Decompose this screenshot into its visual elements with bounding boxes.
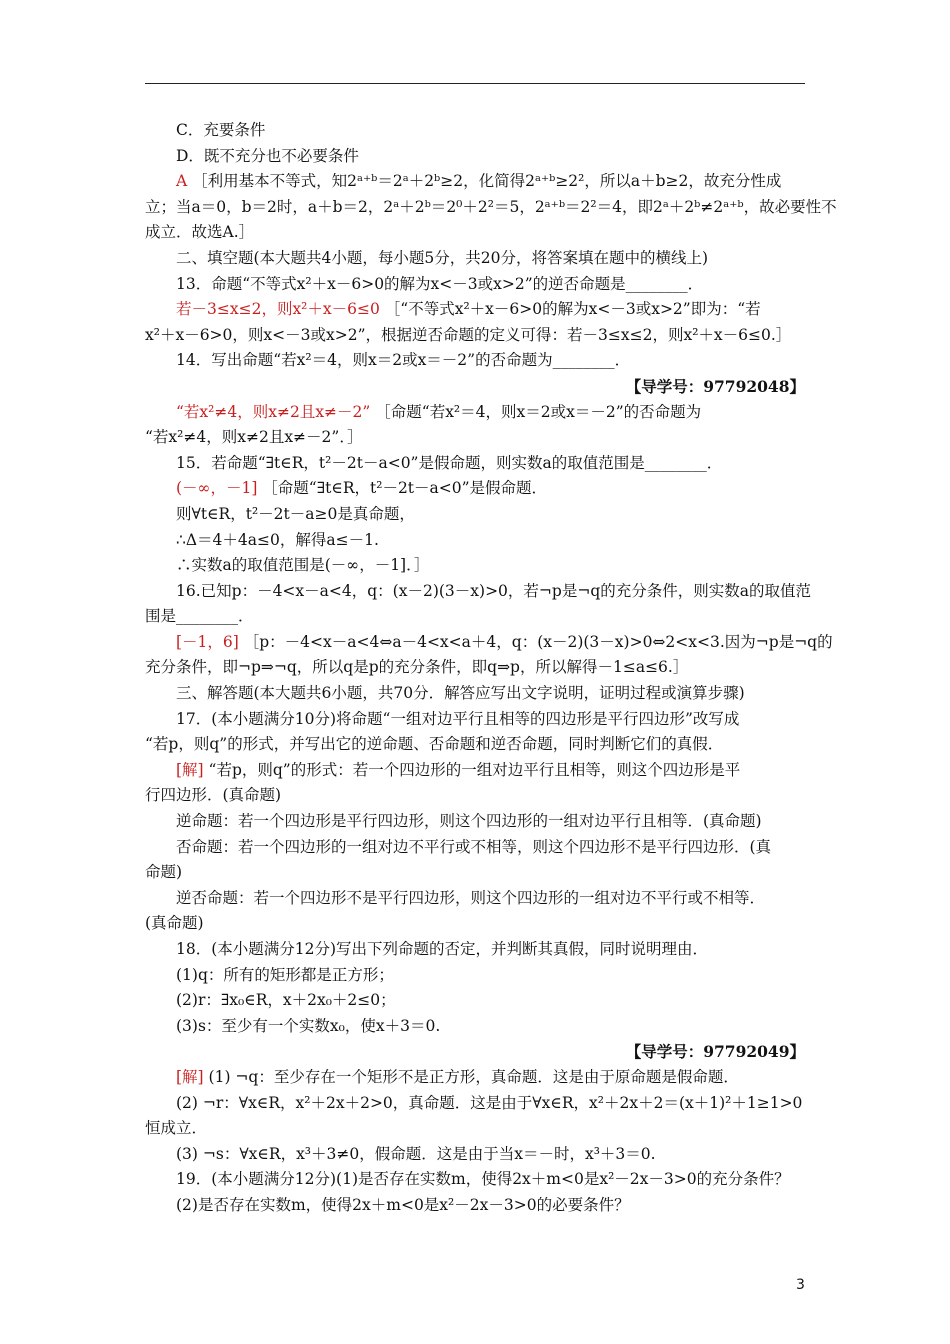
text-line (145, 553, 807, 579)
line-text: 17．(本小题满分10分)将命题“一组对边平行且相等的四边形是平行四边形”改写成 (176, 709, 740, 728)
text-line-continuation (145, 1116, 807, 1142)
guide-number (145, 1039, 807, 1065)
line-text: 逆否命题：若一个四边形不是平行四边形，则这个四边形的一组对边不平行或不相等． (176, 888, 766, 907)
text-line-continuation (145, 783, 807, 809)
answer-line (145, 758, 807, 784)
text-line-continuation (145, 195, 837, 221)
answer-line (145, 297, 807, 323)
line-text: ［命题“∃t∈R，t²－2t－a<0”是假命题． (257, 479, 548, 498)
line-text: 行四边形．(真命题) (145, 786, 282, 805)
text-line (145, 707, 807, 733)
line-text: (3) ¬s：∀x∈R，x³＋3≠0，假命题．这是由于当x＝－时，x³＋3＝0. (176, 1144, 656, 1163)
text-line (145, 1167, 807, 1193)
answer-line (145, 1065, 807, 1091)
line-text: “若p，则q”的形式：若一个四边形的一组对边平行且相等，则这个四边形是平 (203, 760, 741, 779)
answer-line (145, 169, 807, 195)
line-text: (2)r：∃x₀∈R，x＋2x₀＋2≤0； (176, 991, 396, 1010)
line-text: x²＋x－6>0，则x<－3或x>2”，根据逆否命题的定义可得：若－3≤x≤2，则x²＋x－6≤0.］ (145, 325, 792, 344)
line-text: 14．写出命题“若x²＝4，则x＝2或x＝－2”的否命题为________． (176, 351, 631, 370)
answer-line (145, 476, 807, 502)
line-text: ［利用基本不等式，知2ᵃ⁺ᵇ＝2ᵃ＋2ᵇ≥2，化简得2ᵃ⁺ᵇ≥2²，所以a＋b≥2，故充分性成 (187, 172, 782, 191)
guide-number (145, 374, 807, 400)
answer-line (145, 400, 807, 426)
line-text: ∴实数a的取值范围是(－∞，－1]．］ (176, 556, 430, 575)
text-line (145, 809, 807, 835)
answer-label: (－∞，－1] (176, 479, 258, 498)
answer-label: “若x²≠4，则x≠2且x≠－2” (176, 402, 371, 421)
line-text: (1)q：所有的矩形都是正方形； (176, 965, 394, 984)
line-text: 否命题：若一个四边形的一组对边不平行或不相等，则这个四边形不是平行四边形．(真 (176, 837, 772, 856)
line-text: (真命题) (145, 914, 204, 933)
text-line (145, 579, 811, 605)
text-line (145, 1193, 807, 1219)
answer-label: [解] (176, 760, 204, 779)
line-text: 15．若命题“∃t∈R，t²－2t－a<0”是假命题，则实数a的取值范围是________． (176, 453, 723, 472)
line-text: (1) ¬q：至少存在一个矩形不是正方形，真命题．这是由于原命题是假命题． (203, 1067, 739, 1086)
line-text: ［p：－4<x－a<4⇔a－4<x<a＋4，q：(x－2)(3－x)>0⇔2<x<3.因为¬p是¬q的 (238, 632, 833, 651)
text-line-continuation (145, 220, 807, 246)
line-text: 三、解答题(本大题共6小题，共70分．解答应写出文字说明，证明过程或演算步骤) (176, 684, 745, 703)
line-text: ［命题“若x²＝4，则x＝2或x＝－2”的否命题为 (370, 402, 702, 421)
line-text: D．既不充分也不必要条件 (176, 146, 359, 165)
line-text: 逆命题：若一个四边形是平行四边形，则这个四边形的一组对边平行且相等．(真命题) (176, 812, 762, 831)
text-line-continuation (145, 732, 807, 758)
answer-label: [解] (176, 1067, 204, 1086)
text-line (145, 502, 807, 528)
text-line-continuation (145, 604, 807, 630)
line-text: 命题) (145, 863, 183, 882)
line-text: C．充要条件 (176, 121, 266, 139)
document-body (145, 118, 837, 1219)
text-line (145, 144, 807, 170)
line-text: 围是________． (145, 607, 254, 626)
line-text: 二、填空题(本大题共4小题，每小题5分，共20分，将答案填在题中的横线上) (176, 248, 709, 267)
text-line (145, 963, 807, 989)
line-text: (3)s：至少有一个实数x₀，使x＋3＝0. (176, 1016, 441, 1035)
text-line-continuation (145, 911, 807, 937)
line-text: “若x²≠4，则x≠2且x≠－2”．］ (145, 428, 363, 447)
line-text: 19．(本小题满分12分)(1)是否存在实数m，使得2x＋m<0是x²－2x－3>0的充分条件？ (176, 1170, 790, 1189)
text-line (145, 118, 807, 144)
text-line (145, 1014, 807, 1040)
line-text: 18．(本小题满分12分)写出下列命题的否定，并判断其真假，同时说明理由． (176, 940, 709, 958)
line-text: 13．命题“不等式x²＋x－6>0的解为x<－3或x>2”的逆否命题是________． (176, 274, 704, 293)
text-line-continuation (145, 323, 807, 349)
text-line (145, 937, 807, 963)
text-line-continuation (145, 860, 807, 886)
line-text: 【导学号：97792048】 (625, 376, 805, 396)
text-line-continuation (145, 655, 807, 681)
text-line (145, 1091, 807, 1117)
text-line (145, 1142, 807, 1168)
line-text: 【导学号：97792049】 (625, 1042, 805, 1062)
line-text: ∴Δ＝4＋4a≤0，解得a≤－1. (176, 530, 379, 549)
text-line (145, 988, 807, 1014)
line-text: 充分条件，即¬p⇒¬q，所以q是p的充分条件，即q⇒p，所以解得－1≤a≤6.］ (145, 658, 689, 677)
text-line (145, 451, 807, 477)
text-line (145, 246, 807, 272)
line-text: ［“不等式x²＋x－6>0的解为x<－3或x>2”即为：“若 (379, 300, 761, 319)
text-line (145, 348, 807, 374)
text-line (145, 835, 807, 861)
answer-label: [－1，6] (176, 632, 239, 651)
text-line (145, 681, 807, 707)
answer-line (145, 630, 833, 656)
text-line (145, 886, 807, 912)
line-text: (2)是否存在实数m，使得2x＋m<0是x²－2x－3>0的必要条件？ (176, 1195, 630, 1214)
answer-label: 若－3≤x≤2，则x²＋x－6≤0 (176, 300, 380, 319)
text-line (145, 528, 807, 554)
line-text: 成立．故选A.］ (145, 223, 255, 242)
line-text: 恒成立． (145, 1119, 208, 1138)
line-text: (2) ¬r：∀x∈R，x²＋2x＋2>0，真命题．这是由于∀x∈R，x²＋2x＋2＝(x＋1)²＋1≥1>0 (176, 1093, 803, 1112)
line-text: 立；当a＝0，b＝2时，a＋b＝2，2ᵃ＋2ᵇ＝2⁰＋2²＝5，2ᵃ⁺ᵇ＝2²＝4，即2ᵃ＋2ᵇ≠2ᵃ⁺ᵇ，故必要性不 (145, 197, 837, 216)
text-line-continuation (145, 425, 807, 451)
line-text: 16.已知p：－4<x－a<4，q：(x－2)(3－x)>0，若¬p是¬q的充分条件，则实数a的取值范 (176, 581, 811, 600)
line-text: 则∀t∈R，t²－2t－a≥0是真命题， (176, 504, 415, 523)
line-text: “若p，则q”的形式，并写出它的逆命题、否命题和逆否命题，同时判断它们的真假． (145, 735, 724, 754)
text-line (145, 272, 807, 298)
answer-label: A (176, 172, 188, 191)
header-rule (145, 83, 805, 84)
page-number: 3 (796, 1277, 805, 1293)
